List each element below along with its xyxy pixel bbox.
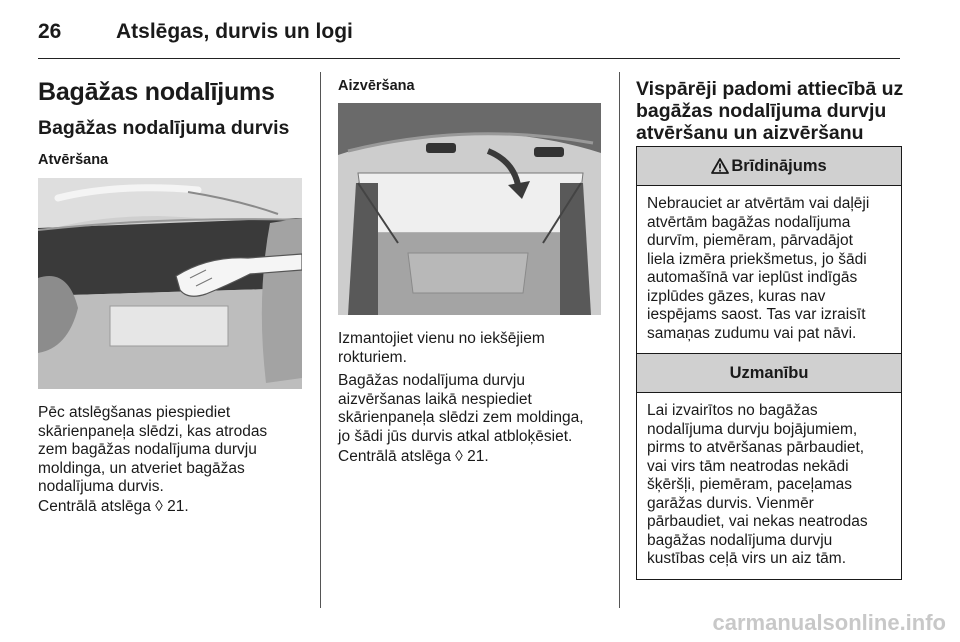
opening-label: Atvēršana [38,152,109,168]
general-tips-heading: Vispārēji padomi attiecībā uz bagāžas nodalījuma durvju atvēršanu un aizvēršanu [636,78,904,144]
column-divider-1 [320,72,321,608]
caution-title: Uzmanību [729,363,809,382]
page-number: 26 [38,20,62,43]
header-rule [38,58,900,59]
closing-illustration [338,103,601,315]
warning-text: Nebrauciet ar atvērtām vai daļēji atvērtām bagāžas nodalījuma durvīm, piemēram, pārvadājot liela izmēra priekšmetus, jo šādi automašīnā var ieplūst indīgās izplūdes gāzes, kuras nav iespējams saost. Tas var izraisīt samaņas zudumu vai pat nāvi. [647,195,870,342]
chapter-title: Atslēgas, durvis un logi [116,20,353,43]
closing-paragraph-1: Izmantojiet vienu no iekšējiem rokturiem. [338,330,545,366]
caution-text: Lai izvairītos no bagāžas nodalījuma durvju bojājumiem, pirms to atvēršanas pārbaudiet, vai virs tām neatrodas nekādi šķēršļi, piemēram, paceļamas garāžas durvis. Vienmēr pārbaudiet, vai nekas neatrodas bagāžas nodalījuma durvju kustības ceļā virs un aiz tām. [647,402,868,567]
column-divider-2 [619,72,620,608]
closing-crossref[interactable]: Centrālā atslēga ◊ 21. [338,448,489,465]
caution-box [636,353,902,580]
section-subheading: Bagāžas nodalījuma durvis [38,117,290,139]
warning-triangle-icon [711,158,729,174]
opening-instructions: Pēc atslēgšanas piespiediet skārienpaneļa slēdzi, kas atrodas zem bagāžas nodalījuma durvju moldinga, un atveriet bagāžas nodalījuma durvis. [38,404,268,495]
warning-title: Brīdinājums [731,156,827,175]
closing-paragraph-2: Bagāžas nodalījuma durvju aizvēršanas laikā nespiediet skārienpaneļa slēdzi zem moldinga, jo šādi jūs durvis atkal atbloķēsiet. [338,372,584,445]
warning-box [636,146,902,354]
section-heading: Bagāžas nodalījums [38,78,275,106]
warning-box-header [637,147,901,186]
opening-crossref[interactable]: Centrālā atslēga ◊ 21. [38,498,189,515]
watermark: carmanualsonline.info [712,610,946,635]
opening-illustration [38,178,302,389]
caution-box-header [637,354,901,393]
closing-label: Aizvēršana [338,78,415,94]
